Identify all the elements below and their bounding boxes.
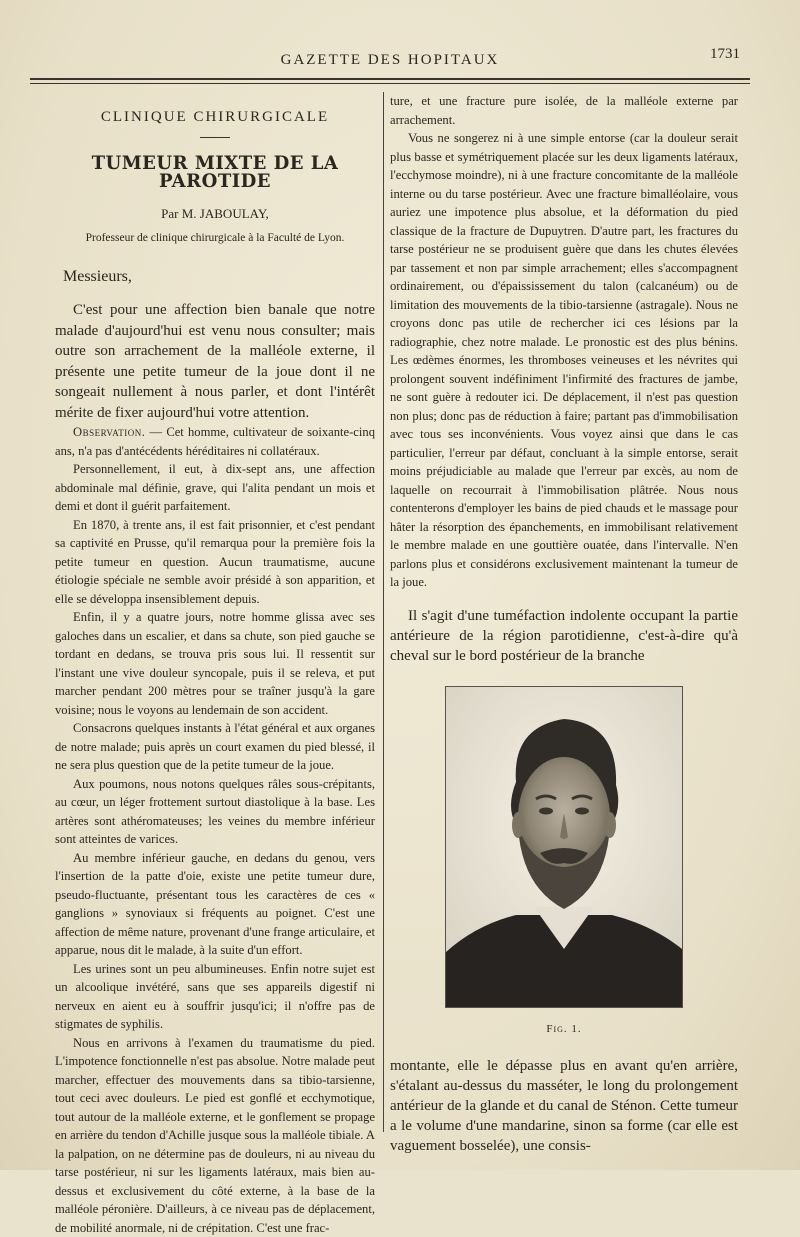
section-rule (200, 137, 230, 138)
section-heading: CLINIQUE CHIRURGICALE (55, 108, 375, 127)
tumor-description-block (390, 606, 738, 666)
article-title: TUMEUR MIXTE DE LA PAROTIDE (63, 154, 367, 191)
running-header: GAZETTE DES HOPITAUX (30, 52, 750, 74)
author-affiliation: Professeur de clinique chirurgicale à la Faculté de Lyon. (55, 229, 375, 248)
author-line: Par M. JABOULAY, (55, 205, 375, 224)
tumor-paragraph-continued: montante, elle le dépasse plus en avant qu'en arrière, s'étalant au-dessus du masséter, le long du prolongement antérieur de la glande et du canal de Sténon. Cette tumeur a le volume d'une mandarine, sinon sa forme (car elle est vaguement bosselée), une consis- (390, 1056, 738, 1156)
body-paragraph: En 1870, à trente ans, il est fait prisonnier, et c'est pendant sa captivité en Prusse, qu'il remarqua pour la première fois la petite tumeur en question. Aucun traumatisme, aucune étiologie spéciale ne semble avoir présidé à son apparition, et elle se développa insensiblement depuis. (55, 516, 375, 609)
right-column (390, 92, 738, 1156)
salutation: Messieurs, (63, 268, 375, 287)
tumor-paragraph-start: Il s'agit d'une tuméfaction indolente occupant la partie antérieure de la région parotidienne, c'est-à-dire qu'à cheval sur le bord postérieur de la branche (390, 606, 738, 666)
tumor-description-continued (390, 1056, 738, 1156)
body-paragraph: Enfin, il y a quatre jours, notre homme glissa avec ses galoches dans un escalier, et dans sa chute, son pied gauche se tordant en dedans, se trouva pris sous lui. Il ressentit sur l'instant une vive douleur syncopale, puis il se releva, et put marcher pendant 200 mètres pour se traîner jusqu'à la gare voisine; nous le voyons au lendemain de son accident. (55, 608, 375, 719)
body-paragraph: Les urines sont un peu albumineuses. Enfin notre sujet est un alcoolique invétéré, sans que ses appareils digestif ni nerveux en aient eu à souffrir jusqu'ici; il n'offre pas de stigmates de syphilis. (55, 960, 375, 1034)
body-paragraph: Vous ne songerez ni à une simple entorse (car la douleur serait plus basse et symétriquement placée sur les deux ligaments latéraux, l'ecchymose moindre), ni à une fracture concomitante de la malléole interne ou du tarse postérieur. Avec une fracture bimalléolaire, vous auriez une impotence plus absolue, et la déformation du pied classique de la fracture de Dupuytren. D'autre part, les fractures du tarse postérieur ne se produisent guère que dans les chutes élevées par tassement et non par simple arrachement; elles s'accompagnent ordinairement, ou d'épaississement du talon (calcanéum) ou de limitation des mouvements de la tibio-tarsienne (astragale). Nous ne croyons donc pas utile de rechercher ici ces lésions par la radiographie, chez notre malade. Le pronostic est des plus bénins. Les œdèmes énormes, les thromboses veineuses et les névrites qui prolongent souvent indéfiniment l'infirmité des fractures de jambe, ne sont guère à redouter ici. De déplacement, il n'est pas question non plus; donc pas de réduction à faire; partant pas d'immobilisation avec tous ses inconvénients. Vous voyez ainsi que dans le cas particulier, l'erreur par défaut, concluant à la simple entorse, serait moins préjudiciable au malade que l'erreur par excès, au nom de laquelle on recourrait à l'immobilisation plâtrée. Nous nous contenterons d'employer les bains de pied chauds et le massage pour hâter la résorption des épanchements, en immobilisant relativement le membre malade en une gouttière ouatée, dans l'intervalle. N'en parlons plus et considérons exclusivement maintenant la tumeur de la joue. (390, 129, 738, 592)
left-column (55, 96, 375, 1237)
body-paragraph: Au membre inférieur gauche, en dedans du genou, vers l'insertion de la patte d'oie, existe une petite tumeur dure, pseudo-fluctuante, présentant tous les caractères de ces « ganglions » synoviaux si fréquents au poignet. C'est une affection de même nature, provenant d'une frange articulaire, et apparue, nous dit le malade, à la suite d'un effort. (55, 849, 375, 960)
body-paragraph: Aux poumons, nous notons quelques râles sous-crépitants, au cœur, un léger frottement surtout diastolique à la base. Les artères sont athéromateuses; les veines du membre inférieur sont atteintes de varices. (55, 775, 375, 849)
observation-text: — Cet homme, cultivateur de soixante-cinq ans, n'a pas d'antécédents héréditaires ni collatéraux. (55, 425, 375, 458)
column-divider (383, 92, 384, 1132)
figure-portrait (445, 686, 683, 1008)
page-number: 1731 (710, 46, 740, 63)
intro-paragraph: C'est pour une affection bien banale que notre malade d'aujourd'hui est venu nous consulter; mais outre son arrachement de la malléole externe, il présente une petite tumeur de la joue dont il ne songeait nullement à nous parler, et dont l'intérêt mérite de fixer aujourd'hui votre attention. (55, 300, 375, 423)
observation-label: Observation. (73, 425, 145, 439)
body-paragraph: Personnellement, il eut, à dix-sept ans, une affection abdominale mal définie, grave, qui l'alita pendant un mois et demi et dont il guérit parfaitement. (55, 460, 375, 516)
intro-block (55, 300, 375, 423)
figure-caption: Fig. 1. (390, 1020, 738, 1039)
header-rule-thin (30, 83, 750, 84)
portrait-photo (446, 687, 682, 1007)
header-rule-thick (30, 78, 750, 80)
observation-paragraph (55, 423, 375, 460)
body-paragraph: Nous en arrivons à l'examen du traumatisme du pied. L'impotence fonctionnelle n'est pas absolue. Notre malade peut marcher, effectuer des mouvements dans sa tibio-tarsienne, tout ceci avec douleurs. Le pied est gonflé et ecchymotique, tout autour de la malléole externe, et le gonflement se propage en arrière du tendon d'Achille jusque sous la malléole tibiale. A la palpation, on ne détermine pas de douleurs, ni au niveau du tarse postérieur, ni sur les ligaments latéraux, mais bien au-dessus et exclusivement du côté externe, à la base de la malléole péronière. D'ailleurs, à ce niveau pas de déplacement, de mobilité anormale, ni de crépitation. C'est une frac- (55, 1034, 375, 1237)
body-paragraph: ture, et une fracture pure isolée, de la malléole externe par arrachement. (390, 92, 738, 129)
body-paragraph: Consacrons quelques instants à l'état général et aux organes de notre malade; puis après un court examen du pied blessé, il ne sera plus question que de la petite tumeur de la joue. (55, 719, 375, 775)
